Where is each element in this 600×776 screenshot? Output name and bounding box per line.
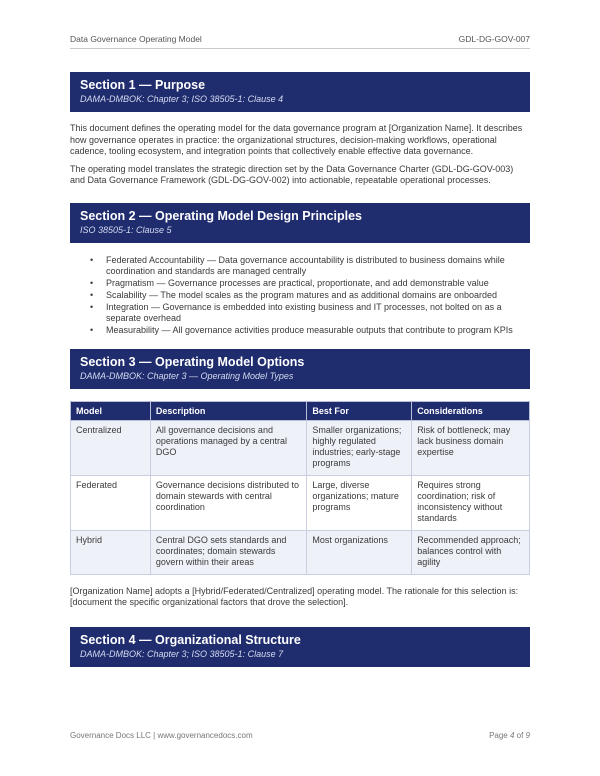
- table-cell: Federated: [71, 475, 151, 530]
- table-cell: Smaller organizations; highly regulated industries; early-stage programs: [307, 420, 412, 475]
- table-cell: Requires strong coordination; risk of inconsistency without standards: [412, 475, 530, 530]
- principles-list: [70, 255, 530, 336]
- table-cell: Large, diverse organizations; mature programs: [307, 475, 412, 530]
- section-1-title: Section 1 — Purpose: [80, 78, 206, 92]
- column-header-model: Model: [71, 401, 151, 420]
- table-cell: All governance decisions and operations managed by a central DGO: [150, 420, 307, 475]
- list-item: • Integration — Governance is embedded into existing business and IT processes, not bolted on as a separate overhead: [106, 302, 530, 324]
- list-item: • Measurability — All governance activities produce measurable outputs that contribute to program KPIs: [106, 325, 530, 336]
- page-current: 4: [509, 731, 515, 740]
- section-3-banner: [70, 349, 530, 389]
- table-cell: Governance decisions distributed to domain stewards with central coordination: [150, 475, 307, 530]
- page-content: [70, 72, 530, 667]
- table-cell: Centralized: [71, 420, 151, 475]
- page-prefix: Page: [489, 731, 510, 740]
- list-item: • Federated Accountability — Data governance accountability is distributed to business domains while coordination and standards are managed centrally: [106, 255, 530, 277]
- section-2-reference: ISO 38505-1: Clause 5: [80, 224, 172, 235]
- table-cell: Most organizations: [307, 530, 412, 574]
- section-2-banner: [70, 203, 530, 243]
- section-2-title: Section 2 — Operating Model Design Principles: [80, 208, 363, 223]
- section-4-title: Section 4 — Organizational Structure: [80, 632, 301, 647]
- table-row: [71, 530, 530, 574]
- page-number: [489, 731, 530, 740]
- page-total: 9: [525, 731, 530, 740]
- section-4-reference: DAMA-DMBOK: Chapter 3; ISO 38505-1: Clause 7: [80, 648, 284, 659]
- running-footer: [70, 731, 530, 740]
- table-row: [71, 420, 530, 475]
- table-row: [71, 475, 530, 530]
- list-item: • Scalability — The model scales as the program matures and as additional domains are onboarded: [106, 290, 530, 301]
- running-header: [70, 34, 530, 49]
- table-cell: Hybrid: [71, 530, 151, 574]
- section-1-reference: DAMA-DMBOK: Chapter 3; ISO 38505-1: Clause 4: [80, 94, 284, 104]
- table-cell: Recommended approach; balances control with agility: [412, 530, 530, 574]
- section-3-title: Section 3 — Operating Model Options: [80, 354, 305, 369]
- footer-company: Governance Docs LLC | www.governancedocs.com: [70, 731, 253, 740]
- table-header-row: [71, 401, 530, 420]
- document-title: Data Governance Operating Model: [70, 34, 202, 44]
- table-cell: Risk of bottleneck; may lack business domain expertise: [412, 420, 530, 475]
- selection-paragraph: [Organization Name] adopts a [Hybrid/Federated/Centralized] operating model. The rationale for this selection is: [document the specific organizational factors that drove the selection].: [70, 585, 519, 607]
- document-code: GDL-DG-GOV-007: [458, 34, 530, 44]
- list-item: • Pragmatism — Governance processes are practical, proportionate, and add demonstrable value: [106, 278, 530, 289]
- column-header-considerations: Considerations: [412, 401, 530, 420]
- section-1-banner: [70, 72, 530, 112]
- operating-model-options-table: [70, 401, 530, 575]
- section-4-banner: [70, 627, 530, 667]
- column-header-description: Description: [150, 401, 307, 420]
- purpose-paragraph-1: This document defines the operating model for the data governance program at [Organization Name]. It describes how governance operates in practice: the organizational structures, decision-making workflows, operational cadence, tooling ecosystem, and integration points that collectively enable effective data governance.: [70, 123, 523, 156]
- purpose-paragraph-2: The operating model translates the strategic direction set by the Data Governance Charter (GDL-DG-GOV-003) and Data Governance Framework (GDL-DG-GOV-002) into actionable, repeatable operational processes.: [70, 163, 514, 185]
- section-3-reference: DAMA-DMBOK: Chapter 3 — Operating Model Types: [80, 370, 294, 381]
- page-of: of: [514, 731, 526, 740]
- table-cell: Central DGO sets standards and coordinates; domain stewards govern within their areas: [150, 530, 307, 574]
- column-header-best-for: Best For: [307, 401, 412, 420]
